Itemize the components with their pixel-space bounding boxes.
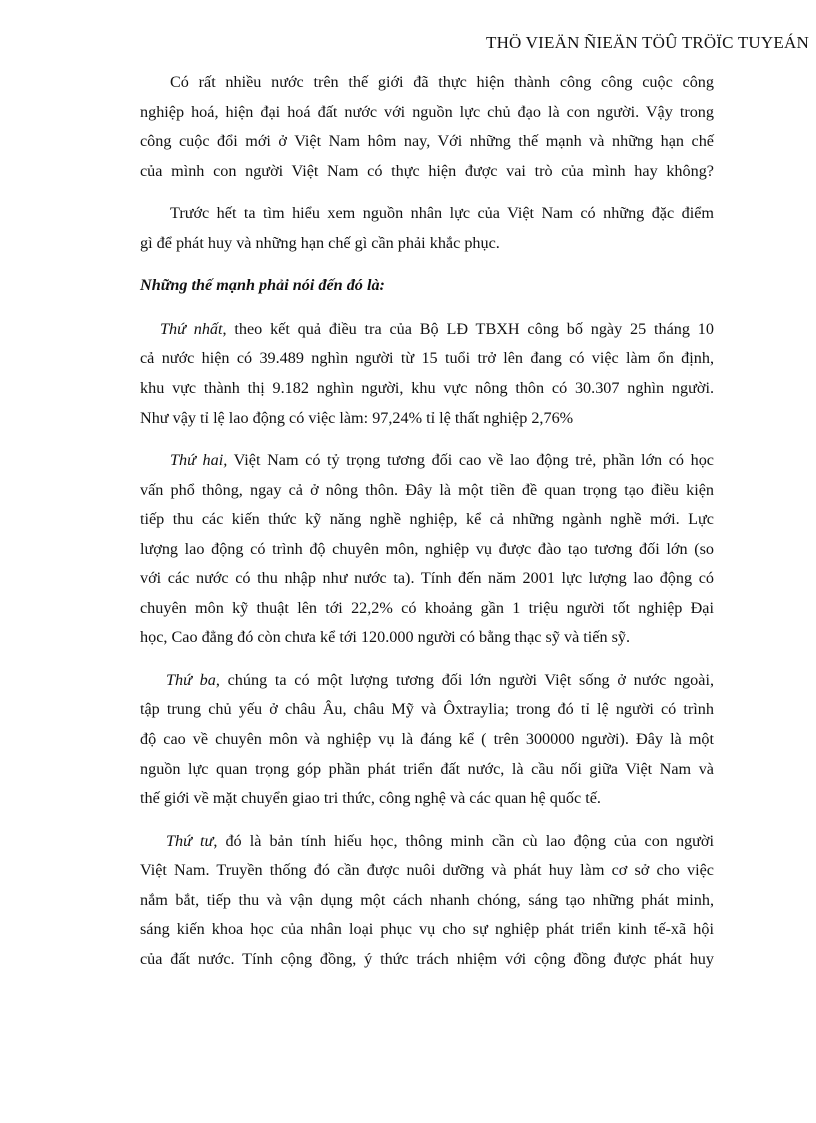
text-line: Có rất nhiều nước trên thế giới đã thực hiện thành công công cuộc công [170, 73, 714, 91]
text-line: tập trung chủ yếu ở châu Âu, châu Mỹ và Ôxtraylia; trong đó tỉ lệ người có trình [140, 700, 714, 719]
point-first-paragraph [140, 315, 714, 433]
text-line: cả nước hiện có 39.489 nghìn người từ 15 tuổi trở lên đang có việc làm ổn định, [140, 349, 714, 368]
text-line: nguồn lực quan trọng góp phần phát triển đất nước, là cầu nối giữa Việt Nam và [140, 759, 714, 778]
text-line: Việt Nam. Truyền thống đó cần được nuôi dưỡng và phát huy làm cơ sở cho việc [140, 861, 714, 880]
point-lead: Thứ ba [166, 670, 216, 689]
text-line: chuyên môn kỹ thuật lên tới 22,2% có khoảng gần 1 triệu người tốt nghiệp Đại [140, 598, 714, 617]
text-line: học, Cao đẳng đó còn chưa kể tới 120.000 người có bằng thạc sỹ và tiến sỹ. [140, 628, 631, 647]
page-header: THÖ VIEÄN ÑIEÄN TÖÛ TRÖÏC TUYEÁN [486, 33, 809, 52]
text-line: nắm bắt, tiếp thu và vận dụng một cách nhanh chóng, sáng tạo những phát minh, [140, 890, 714, 909]
point-third-paragraph [140, 666, 714, 814]
text-line: của đất nước. Tính cộng đồng, ý thức trách nhiệm với cộng đồng được phát huy [140, 950, 714, 969]
text-line [140, 666, 714, 696]
text-line: nghiệp hoá, hiện đại hoá đất nước với nguồn lực chủ đạo là con người. Vậy trong [140, 102, 714, 121]
text-line: sáng kiến khoa học của nhân loại phục vụ cho sự nghiệp phát triển kinh tế-xã hội [140, 920, 714, 939]
text-line: của mình con người Việt Nam có thực hiện được vai trò của mình hay không? [140, 161, 714, 180]
point-lead: Thứ nhất [160, 319, 223, 338]
point-second-paragraph [140, 446, 714, 653]
text-line: Trước hết ta tìm hiểu xem nguồn nhân lực của Việt Nam có những đặc điểm [170, 204, 714, 223]
text-line: lượng lao động có trình độ chuyên môn, nghiệp vụ được đào tạo tương đối lớn (so [140, 539, 714, 558]
point-lead: Thứ tư [166, 831, 214, 850]
text-line: công cuộc đổi mới ở Việt Nam hôm nay, Với những thế mạnh và những hạn chế [140, 132, 714, 151]
text-line: Như vậy tỉ lệ lao động có việc làm: 97,24% tỉ lệ thất nghiệp 2,76% [140, 408, 574, 427]
text-fragment: , đó là bản tính hiếu học, thông minh cần cù lao động của con người [213, 831, 714, 850]
text-line: với các nước có thu nhập như nước ta). Tính đến năm 2001 lực lượng lao động có [140, 569, 714, 588]
text-line [140, 315, 714, 345]
text-fragment: , theo kết quả điều tra của Bộ LĐ TBXH công bố ngày 25 tháng 10 [222, 319, 714, 338]
intro-paragraph [140, 68, 714, 186]
point-fourth-paragraph [140, 827, 714, 975]
text-line: thế giới về mặt chuyển giao tri thức, công nghệ và các quan hệ quốc tế. [140, 789, 601, 808]
text-line: khu vực thành thị 9.182 nghìn người, khu vực nông thôn có 30.307 nghìn người. [140, 378, 714, 397]
text-line [140, 827, 714, 857]
text-line: vấn phổ thông, ngay cả ở nông thôn. Đây là một tiền đề quan trọng tạo điều kiện [140, 480, 714, 499]
text-line: gì để phát huy và những hạn chế gì cần phải khắc phục. [140, 233, 500, 252]
document-body [140, 68, 714, 987]
text-line [140, 446, 714, 476]
section-heading: Những thế mạnh phải nói đến đó là: [140, 276, 385, 295]
text-fragment: Việt Nam có tỷ trọng tương đối cao về lao động trẻ, phần lớn có học [227, 450, 714, 469]
text-line: tiếp thu các kiến thức kỹ năng nghề nghiệp, kể cả những ngành nghề mới. Lực [140, 510, 714, 529]
text-line: độ cao về chuyên môn và nghiệp vụ là đáng kể ( trên 300000 người). Đây là một [140, 730, 714, 749]
text-fragment: , chúng ta có một lượng tương đối lớn người Việt sống ở nước ngoài, [215, 670, 714, 689]
point-lead: Thứ hai, [170, 450, 228, 469]
context-paragraph [140, 199, 714, 258]
